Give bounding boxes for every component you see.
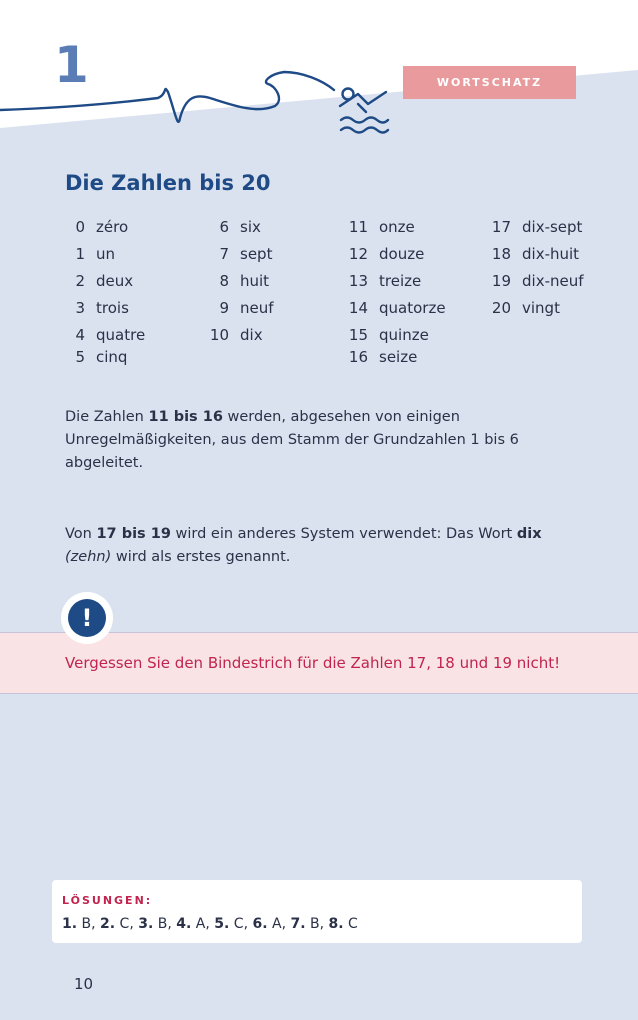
number-digit: 7 (219, 245, 229, 263)
solution-number: 4. (176, 916, 192, 932)
solution-answer: C (348, 916, 358, 932)
number-word: quinze (379, 326, 429, 344)
paragraph-17-to-19 (65, 523, 565, 569)
number-word: vingt (522, 299, 560, 317)
solution-answer: C (119, 916, 130, 932)
para2-italic: (zehn) (65, 549, 112, 565)
number-word: seize (379, 348, 418, 366)
number-row (347, 272, 422, 290)
number-row (207, 245, 273, 263)
number-digit: 9 (219, 299, 229, 317)
number-row (490, 245, 580, 263)
note-text: Vergessen Sie den Bindestrich für die Zahlen 17, 18 und 19 nicht! (65, 654, 561, 672)
para2-bold: 17 bis 19 (96, 526, 171, 542)
solution-answer: C (233, 916, 244, 932)
para2-bold: dix (516, 526, 542, 542)
number-digit: 2 (75, 272, 85, 290)
para2-text: Von (65, 526, 97, 542)
number-word: neuf (240, 299, 274, 317)
section-tag: WORTSCHATZ (403, 66, 576, 99)
number-digit: 15 (348, 326, 368, 344)
chapter-number: 1 (54, 36, 89, 94)
number-digit: 16 (348, 348, 368, 366)
number-word: onze (379, 218, 415, 236)
number-word: quatorze (379, 299, 446, 317)
number-word: quatre (96, 326, 146, 344)
number-word: un (96, 245, 116, 263)
number-row (65, 245, 116, 263)
number-row (347, 348, 418, 366)
number-word: cinq (96, 348, 128, 366)
solution-number: 2. (100, 916, 116, 932)
para2-text: wird ein anderes System verwendet: Das Wort (170, 526, 517, 542)
number-row (207, 326, 263, 344)
para1-bold: 11 bis 16 (148, 409, 223, 425)
solutions-list: 1. B, 2. C, 3. B, 4. A, 5. C, 6. A, 7. B, 8. C (62, 916, 358, 932)
solution-number: 6. (252, 916, 268, 932)
number-row (65, 326, 146, 344)
solution-answer: B (81, 916, 92, 932)
number-row (207, 218, 261, 236)
exclamation-icon: ! (68, 599, 106, 637)
number-digit: 13 (348, 272, 368, 290)
number-row (347, 326, 429, 344)
solution-answer: B (157, 916, 168, 932)
number-digit: 18 (491, 245, 511, 263)
exclamation-badge (61, 592, 113, 644)
solution-answer: A (195, 916, 206, 932)
solution-number: 7. (290, 916, 306, 932)
number-digit: 1 (75, 245, 85, 263)
number-word: treize (379, 272, 422, 290)
solution-number: 1. (62, 916, 78, 932)
number-row (347, 218, 415, 236)
number-digit: 17 (491, 218, 511, 236)
number-row (65, 218, 129, 236)
number-digit: 20 (491, 299, 511, 317)
solution-answer: B (309, 916, 320, 932)
solution-answer: A (271, 916, 282, 932)
solution-number: 3. (138, 916, 154, 932)
para1-text: werden, abgesehen von einigen Unregelmäßigkeiten, aus dem Stamm der Grundzahlen 1 bis 6 abgeleitet. (65, 409, 519, 471)
number-digit: 5 (75, 348, 85, 366)
para1-text: Die Zahlen (65, 409, 149, 425)
number-row (490, 272, 584, 290)
number-row (347, 299, 446, 317)
number-word: deux (96, 272, 134, 290)
page-number: 10 (74, 975, 94, 993)
para2-text: wird als erstes genannt. (111, 549, 291, 565)
paragraph-11-to-16 (65, 406, 565, 475)
number-digit: 3 (75, 299, 85, 317)
solution-number: 5. (214, 916, 230, 932)
number-row (207, 272, 270, 290)
number-digit: 14 (348, 299, 368, 317)
solutions-label: LÖSUNGEN: (62, 894, 153, 907)
number-word: dix-huit (522, 245, 580, 263)
number-digit: 19 (491, 272, 511, 290)
number-digit: 12 (348, 245, 368, 263)
number-word: dix-neuf (522, 272, 584, 290)
number-digit: 0 (75, 218, 85, 236)
solutions-box (52, 880, 582, 943)
number-word: huit (240, 272, 270, 290)
number-word: dix (240, 326, 263, 344)
number-word: six (240, 218, 261, 236)
number-row (490, 299, 560, 317)
number-digit: 11 (348, 218, 368, 236)
number-word: zéro (96, 218, 129, 236)
number-digit: 6 (219, 218, 229, 236)
number-row (65, 272, 134, 290)
number-row (490, 218, 583, 236)
number-row (65, 348, 128, 366)
number-word: douze (379, 245, 425, 263)
number-word: trois (96, 299, 129, 317)
number-row (347, 245, 425, 263)
number-digit: 8 (219, 272, 229, 290)
number-row (65, 299, 129, 317)
page-heading: Die Zahlen bis 20 (65, 171, 271, 195)
number-word: dix-sept (522, 218, 583, 236)
number-word: sept (240, 245, 273, 263)
swimmer-icon (334, 82, 392, 140)
number-row (207, 299, 274, 317)
number-digit: 4 (75, 326, 85, 344)
number-digit: 10 (209, 326, 229, 344)
solution-number: 8. (328, 916, 344, 932)
